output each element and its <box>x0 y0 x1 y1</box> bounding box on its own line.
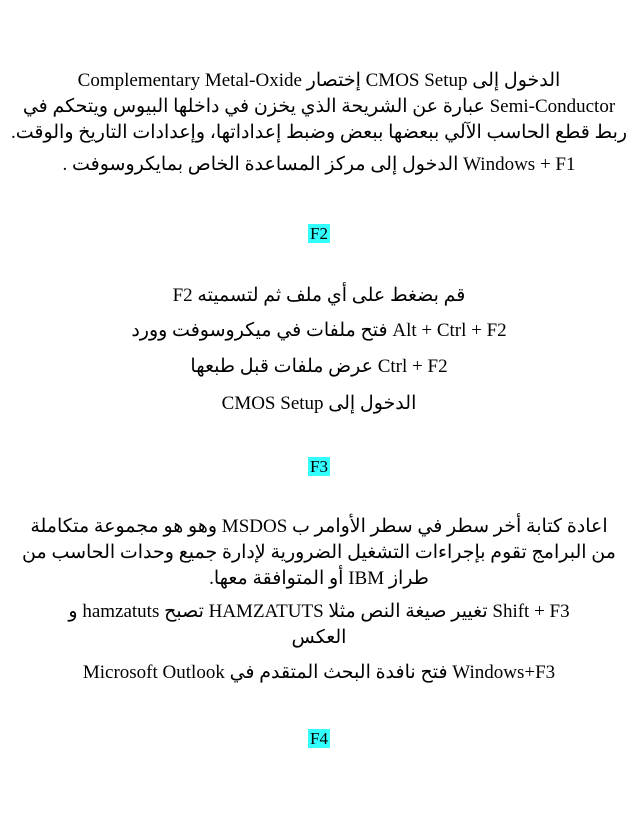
f3-para1-line-3: طراز IBM أو المتوافقة معها. <box>209 568 429 589</box>
f2-item-2: Alt + Ctrl + F2 فتح ملفات في ميكروسوفت وورد <box>131 320 507 341</box>
f2-item-3: Ctrl + F2 عرض ملفات قبل طبعها <box>190 356 448 377</box>
f3-para1-line-1: اعادة كتابة أخر سطر في سطر الأوامر ب MSDOS وهو هو مجموعة متكاملة <box>30 516 608 537</box>
f1-line: Windows + F1 الدخول إلى مركز المساعدة الخاص بمايكروسوفت . <box>62 154 576 175</box>
f2-key-heading: F2 <box>310 224 328 243</box>
f3-para2-line-2: العكس <box>291 627 347 648</box>
intro-line-2: Semi-Conductor عبارة عن الشريحة الذي يخزن في داخلها البيوس ويتحكم في <box>22 96 616 117</box>
f3-key-heading: F3 <box>310 457 328 476</box>
f3-outlook-line: Windows+F3 فتح نافدة البحث المتقدم في Microsoft Outlook <box>82 662 556 683</box>
f4-key-heading: F4 <box>310 729 328 748</box>
intro-line-1: الدخول إلى CMOS Setup إختصار Complementary Metal-Oxide <box>77 70 561 91</box>
f3-para1-line-2: من البرامج تقوم بإجراءات التشغيل الضرورية لإدارة جميع وحدات الحاسب من <box>22 542 616 563</box>
f3-para2-line-1: Shift + F3 تغيير صيغة النص مثلا HAMZATUTS تصبح hamzatuts و <box>68 601 570 622</box>
f2-item-4: الدخول إلى CMOS Setup <box>221 393 417 414</box>
f2-item-1: قم بضغط على أي ملف ثم لتسميته F2 <box>172 285 466 306</box>
intro-line-3: ربط قطع الحاسب الآلي ببعضها ببعض وضبط إعداداتها، وإعدادات التاريخ والوقت. <box>10 122 628 143</box>
